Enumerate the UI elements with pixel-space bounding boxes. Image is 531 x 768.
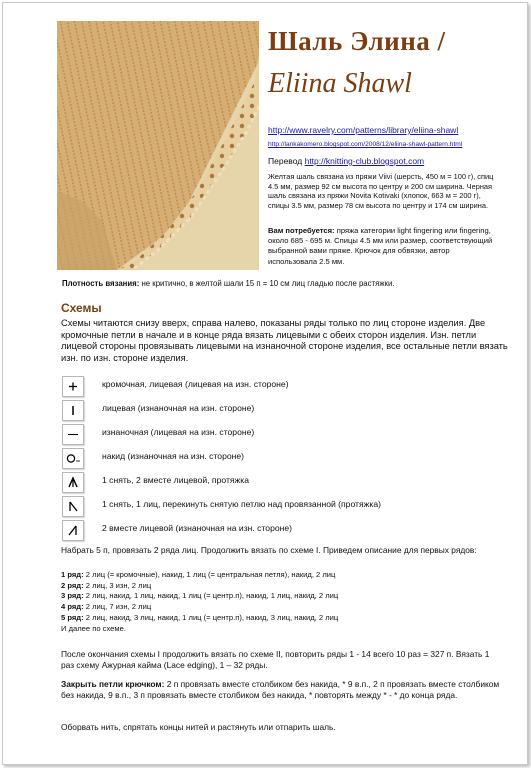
shawl-photo	[57, 21, 259, 270]
legend-row	[62, 520, 462, 540]
first-rows	[61, 570, 338, 634]
density-label: Плотность вязания:	[62, 279, 140, 288]
ravelry-link[interactable]: http://www.ravelry.com/patterns/library/eliina-shawl	[268, 125, 459, 135]
row-line: 4 ряд: 2 лиц, 7 изн, 2 лиц	[61, 602, 152, 612]
legend-text: изнаночная (лицевая на изн. стороне)	[102, 427, 255, 437]
blog-link[interactable]: http://lankakomero.blogspot.com/2008/12/eliina-shawl-pattern.html	[268, 141, 463, 148]
cast-on-instructions: Набрать 5 п, провязать 2 ряда лиц. Продолжить вязать по схеме I. Приведем описание для первых рядов:	[61, 545, 477, 555]
right-slant-icon	[62, 520, 84, 541]
yarn-info: Желтая шаль связана из пряжи Viivi (шерсть, 450 м = 100 г), спиц 4.5 мм, размер 92 см высота по центру и 200 см ширина. Черная шаль связана из пряжи Novita Kotivaki (хлопок, 663 м = 200 г), спицы 3.5 мм, размер 78 см высота по центру и 174 см ширина.	[268, 172, 494, 210]
translation-link[interactable]: http://knitting-club.blogspot.com	[304, 156, 425, 166]
legend-row	[62, 472, 462, 492]
legend-text: лицевая (изнаночная на изн. стороне)	[102, 403, 255, 413]
density-info	[62, 279, 394, 288]
row-line: 2 ряд: 2 лиц, 3 изн, 2 лиц	[61, 580, 152, 590]
plus-icon	[62, 376, 84, 397]
title-english: Eliina Shawl	[268, 68, 412, 99]
rows-end: И далее по схеме.	[61, 623, 126, 633]
density-text: не критично, в желтой шали 15 п = 10 см лиц гладью после растяжки.	[139, 279, 395, 288]
bind-off-text: 2 п провязать вместе столбиком без накида, * 9 в.п., 2 п провязать вместе столбиком без накида, 9 в.п., 3 п провязать вместе столбиком без накида, * повторять между * - * до конца ряда.	[61, 679, 500, 700]
translation-line	[268, 156, 424, 166]
row-line: 1 ряд: 2 лиц (= кромочные), накид, 1 лиц (= центральная петля), накид, 2 лиц	[61, 570, 336, 579]
legend-text: 2 вместе лицевой (изнаночная на изн. стороне)	[102, 523, 293, 533]
dash-icon	[62, 424, 84, 445]
legend-text: 1 снять, 2 вместе лицевой, протяжка	[102, 475, 250, 485]
yarn-over-icon	[62, 448, 84, 469]
legend-text: накид (изнаночная на изн. стороне)	[102, 451, 245, 461]
bind-off-instructions	[61, 679, 501, 700]
schemes-intro: Схемы читаются снизу вверх, справа налево, показаны ряды только по лиц стороне изделия. Две кромочные петли в начале и в конце ряда вязать лицевыми с обеих сторон изделия. Изн. петли лицевой стороны провязывать лицевыми на изнаночной стороне изделия, все остальные петли вязать изн. по изн. стороне изделия.	[61, 318, 508, 363]
schemes-heading: Схемы	[61, 301, 102, 315]
row-line: 3 ряд: 2 лиц, накид, 1 лиц, накид, 1 лиц (= центр.п), накид, 1 лиц, накид, 2 лиц	[61, 591, 339, 601]
legend-row	[62, 376, 462, 396]
legend-text: кромочная, лицевая (лицевая на изн. стороне)	[102, 379, 289, 389]
materials-info	[268, 226, 496, 267]
title-russian: Шаль Элина /	[268, 26, 446, 56]
caret-up-icon	[62, 472, 84, 493]
legend-row	[62, 496, 462, 516]
bind-off-label: Закрыть петли крючком:	[61, 679, 165, 689]
continuation-instructions: После окончания схемы I продолжить вязать по схеме II, повторить ряды 1 - 14 всего 10 раз = 327 п. Вязать 1 раз схему Ажурная кайма (Lace edging), 1 – 32 ряды.	[61, 649, 490, 670]
legend-row	[62, 400, 462, 420]
legend-text: 1 снять, 1 лиц, перекинуть снятую петлю над провязанной (протяжка)	[102, 499, 381, 509]
translation-label: Перевод	[268, 156, 303, 166]
legend-row	[62, 424, 462, 444]
left-slant-icon	[62, 496, 84, 517]
shawl-illustration	[57, 21, 259, 270]
materials-label: Вам потребуется:	[268, 226, 335, 235]
finishing-instructions: Оборвать нить, спрятать концы нитей и растянуть или отпарить шаль.	[61, 722, 336, 732]
vertical-bar-icon	[62, 400, 84, 421]
materials-text: пряжа категории light fingering или fingering, около 685 - 695 м. Спицы 4.5 мм или размер, соответствующий выбранной вами пряже. Крючок для обвязки, автор использовала 2.5 мм.	[268, 226, 493, 266]
row-line: 5 ряд: 2 лиц, накид, 3 лиц, накид, 1 лиц (= центр.п), накид, 3 лиц, накид, 2 лиц	[61, 612, 339, 622]
legend-row	[62, 448, 462, 468]
